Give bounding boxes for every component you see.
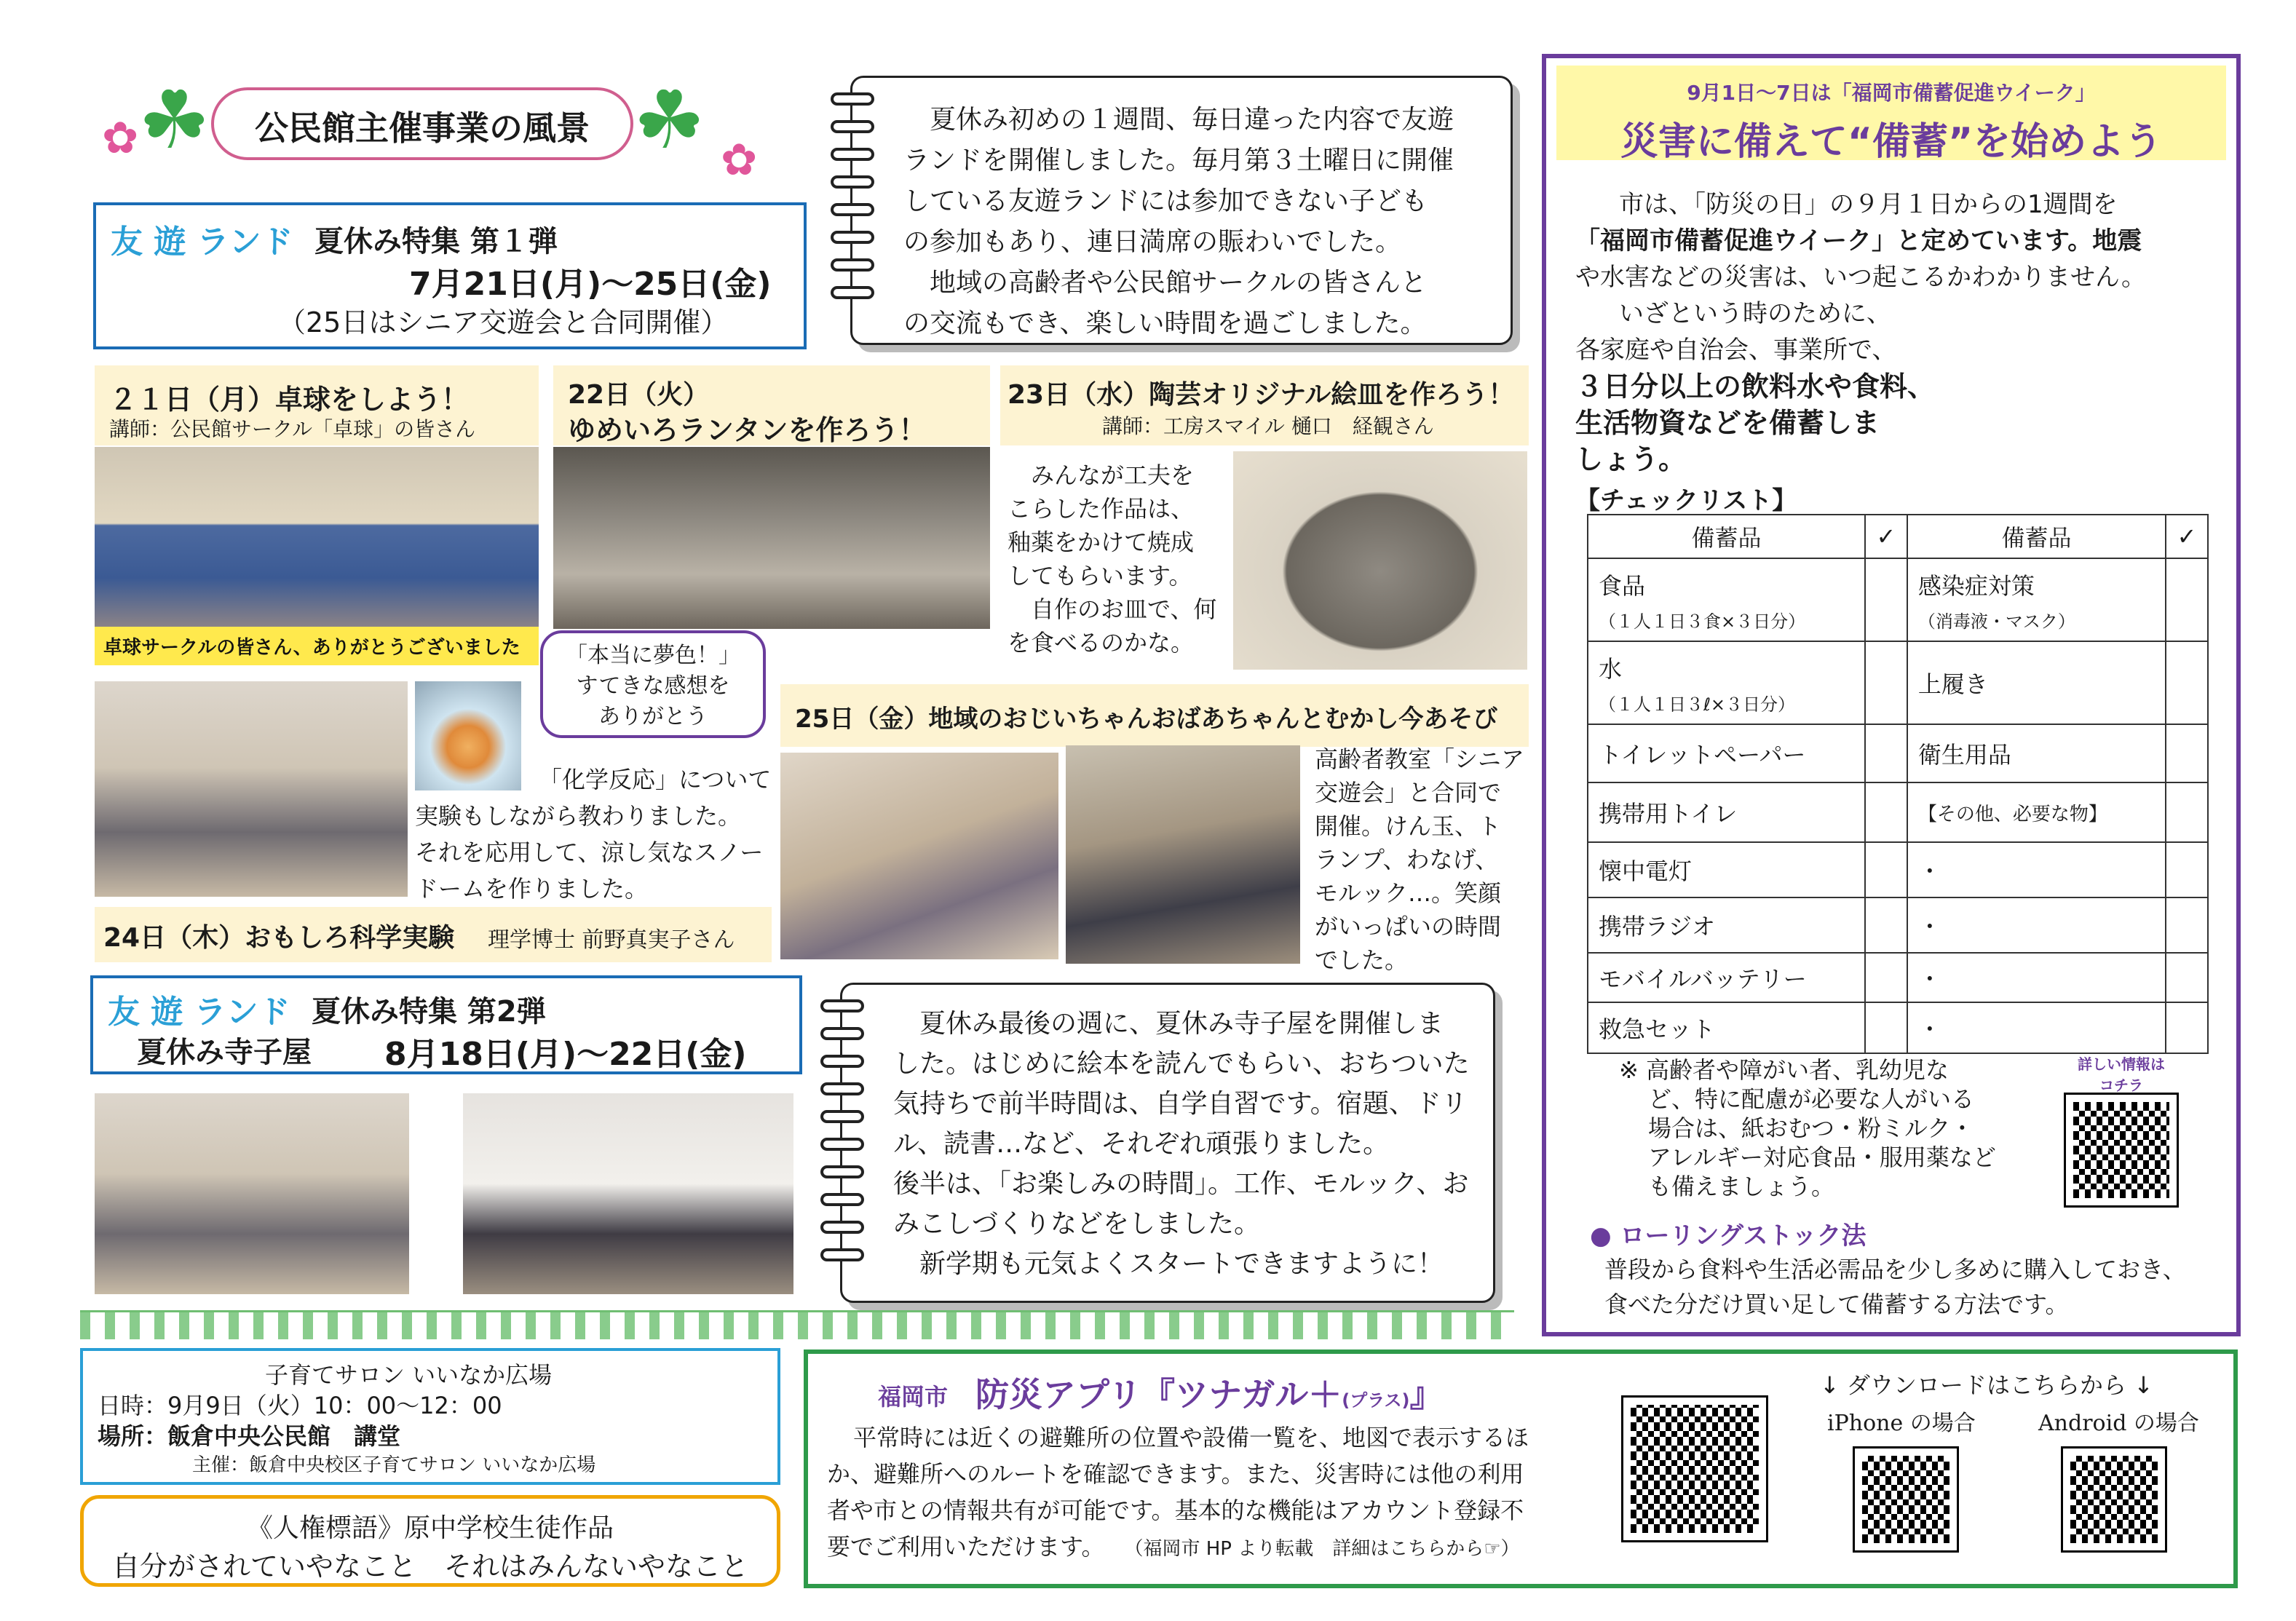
photo-terakoya-1 — [95, 1093, 409, 1294]
event1-note: （25日はシニア交遊会と合同開催） — [278, 306, 729, 338]
day23-title: 23日（水）陶芸オリジナル絵皿を作ろう！ — [1008, 380, 1515, 410]
notebook-2 — [840, 983, 1495, 1303]
col-check-header: ✓ — [2166, 515, 2208, 558]
checklist-row: 食品 （１人１日３食×３日分） 感染症対策 （消毒液・マスク） — [1588, 558, 2208, 641]
qr-code-bousai[interactable] — [2066, 1095, 2177, 1205]
day22-bubble — [540, 630, 766, 738]
photo-cards — [780, 753, 1058, 959]
checkbox[interactable] — [1865, 897, 1907, 953]
checklist-table — [1587, 514, 2209, 1054]
checklist-row: 水 （１人１日３ℓ×３日分） 上履き — [1588, 641, 2208, 724]
bousai-box — [1542, 54, 2241, 1336]
event2-title: 夏休み特集 第2弾 — [312, 995, 546, 1029]
app-title: 防災アプリ『ツナガル＋(プラス)』 — [975, 1375, 1444, 1414]
salon-box — [80, 1348, 780, 1485]
day21-title: ２１日（月）卓球をしよう！ — [109, 384, 470, 416]
spiral-binding — [831, 92, 874, 314]
checklist-label: 【チェックリスト】 — [1575, 486, 1797, 515]
day24-teacher: 理学博士 前野真実子さん — [488, 927, 735, 953]
clover-icon: ☘ — [633, 74, 705, 167]
day21-teacher: 講師：公民館サークル「卓球」の皆さん — [109, 417, 476, 441]
notebook2-text: 夏休み最後の週に、夏休み寺子屋を開催しま した。はじめに絵本を読んでもらい、おちついた 気持ちで前半時間は、自学自習です。宿題、ドリ ル、読書…など、それぞれ頑張りました。 後半は、「お楽しみの時間」。工作、モルック、お みこしづくりなどをしました。 新学期も元気よくスタートできますように！ — [893, 1009, 1470, 1279]
photo-table-tennis — [95, 447, 539, 665]
event2-dates: 8月18日(月)～22日(金) — [384, 1036, 747, 1073]
checkbox[interactable] — [2166, 641, 2208, 724]
clover-divider — [80, 1310, 1514, 1339]
app-iphone: iPhone の場合 — [1827, 1411, 1976, 1436]
bousai-title: 災害に備えて“備蓄”を始めよう — [1620, 120, 2163, 164]
day21-header — [95, 365, 539, 445]
spiral-binding — [820, 999, 864, 1276]
day23-header — [1000, 365, 1529, 445]
salon-date: 日時：9月9日（火）10：00～12：00 — [98, 1392, 502, 1419]
event1-title: 夏休み特集 第１弾 — [314, 225, 558, 258]
day24-title: 24日（木）おもしろ科学実験 — [103, 923, 455, 953]
checkbox[interactable] — [1865, 558, 1907, 641]
day21-banner: 卓球サークルの皆さん、ありがとうございました — [95, 627, 539, 665]
day22-header — [553, 365, 990, 445]
day22-title: ゆめいろランタンを作ろう！ — [568, 414, 927, 446]
checklist-row: 懐中電灯 ・ — [1588, 842, 2208, 897]
checklist-row: モバイルバッテリー ・ — [1588, 953, 2208, 1002]
checkbox[interactable] — [1865, 641, 1907, 724]
motto-box — [80, 1495, 780, 1587]
day25-text: 高齢者教室「シニア 交遊会」と合同で 開催。けん玉、ト ランプ、わなげ、 モルック…。笑顔 がいっぱいの時間 でした。 — [1315, 745, 1525, 974]
day25-title: 25日（金）地域のおじいちゃんおばあちゃんとむかし今あそび — [795, 705, 1498, 734]
col-item-header: 備蓄品 — [1907, 515, 2166, 558]
salon-host: 主催：飯倉中央校区子育てサロン いいなか広場 — [192, 1454, 596, 1476]
photo-science — [95, 681, 408, 897]
app-android: Android の場合 — [2038, 1411, 2199, 1436]
notebook-1 — [850, 76, 1513, 345]
checkbox[interactable] — [2166, 842, 2208, 897]
clover-icon: ☘ — [138, 74, 210, 167]
checkbox[interactable] — [2166, 558, 2208, 641]
checklist-row: 携帯用トイレ 【その他、必要な物】 — [1588, 782, 2208, 842]
checkbox[interactable] — [1865, 724, 1907, 782]
app-download: ↓ ダウンロードはこちらから ↓ — [1820, 1371, 2153, 1399]
checklist-row: トイレットペーパー 衛生用品 — [1588, 724, 2208, 782]
event1-dates: 7月21日(月)～25日(金) — [409, 266, 772, 303]
checkbox[interactable] — [1865, 782, 1907, 842]
salon-title: 子育てサロン いいなか広場 — [265, 1361, 553, 1389]
day25-header — [780, 684, 1529, 747]
bubble-line: ありがとう — [598, 704, 708, 729]
day23-teacher: 講師：工房スマイル 樋口 経観さん — [1102, 414, 1434, 438]
bubble-line: 「本当に夢色！」 — [566, 643, 740, 668]
qr-code-iphone[interactable] — [1855, 1448, 1957, 1550]
flower-icon: ✿ — [102, 113, 139, 164]
day24-text: 「化学反応」について 実験もしながら教わりました。 それを応用して、涼し気なスノー ドームを作りました。 — [415, 766, 772, 903]
day22-date: 22日（火） — [568, 380, 710, 410]
bousai-note: ※ 高齢者や障がい者、乳幼児な ど、特に配慮が必要な人がいる 場合は、紙おむつ・粉ミルク・ アレルギー対応食品・服用薬など も備えましょう。 — [1619, 1056, 1996, 1200]
day23-text: みんなが工夫を こらした作品は、 釉薬をかけて焼成 してもらいます。 自作のお皿で、何 を食べるのかな。 — [1008, 461, 1217, 657]
event1-brand: 友 遊 ランド — [111, 223, 293, 261]
event2-sub: 夏休み寺子屋 — [137, 1036, 312, 1069]
checklist-row: 救急セット ・ — [1588, 1002, 2208, 1053]
checkbox[interactable] — [2166, 953, 2208, 1002]
header-decoration — [95, 73, 764, 186]
app-box — [804, 1349, 2238, 1588]
checkbox[interactable] — [1865, 953, 1907, 1002]
checkbox[interactable] — [2166, 782, 2208, 842]
event2-box — [90, 975, 802, 1074]
bousai-intro: 市は、「防災の日」の９月１日からの1週間を 「福岡市備蓄促進ウイーク」と定めています。地震 や水害などの災害は、いつ起こるかわかりません。 いざという時のために、 各家庭や自治会、事業所で、 ３日分以上の飲料水や食料、 生活物資などを備蓄しま しょう。 — [1575, 190, 2147, 475]
checkbox[interactable] — [1865, 1002, 1907, 1053]
checkbox[interactable] — [1865, 842, 1907, 897]
notebook1-text: 夏休み初めの１週間、毎日違った内容で友遊 ランドを開催しました。毎月第３土曜日に開催 している友遊ランドには参加できない子ども の参加もあり、連日満席の賑わいでした。 地域の高齢者や公民館サークルの皆さんと の交流もでき、楽しい時間を過ごしました。 — [903, 105, 1454, 338]
salon-place: 場所：飯倉中央公民館 講堂 — [98, 1422, 401, 1450]
flower-icon: ✿ — [721, 135, 758, 186]
event1-box — [93, 202, 807, 349]
qr-code-android[interactable] — [2063, 1448, 2165, 1550]
checklist-row: 携帯ラジオ ・ — [1588, 897, 2208, 953]
qr-label: 詳しい情報は コチラ — [2078, 1055, 2165, 1094]
photo-plate — [1233, 451, 1527, 670]
checkbox[interactable] — [2166, 1002, 2208, 1053]
bubble-line: すてきな感想を — [576, 673, 730, 699]
col-item-header: 備蓄品 — [1588, 515, 1865, 558]
checkbox[interactable] — [2166, 897, 2208, 953]
event2-brand: 友 遊 ランド — [108, 994, 290, 1031]
app-text: 平常時には近くの避難所の位置や設備一覧を、地図で表示するほ か、避難所へのルートを確認できます。また、災害時には他の利用 者や市との情報共有が可能です。基本的な機能はアカウント登録不 要でご利用いただけます。 （福岡市 HP より転載 詳細はこちらから☞） — [827, 1424, 1529, 1561]
bousai-week: 9月1日～7日は「福岡市備蓄促進ウイーク」 — [1687, 81, 2096, 105]
qr-code-app[interactable] — [1623, 1398, 1766, 1540]
rolling-title: ● ローリングストック法 — [1590, 1221, 1867, 1251]
motto-text: 自分がされていやなこと それはみんないやなこと — [111, 1550, 748, 1582]
checkbox[interactable] — [2166, 724, 2208, 782]
app-org: 福岡市 — [878, 1383, 949, 1411]
photo-lanterns — [553, 447, 990, 629]
day24-header — [95, 907, 772, 962]
photo-molkky — [1066, 745, 1300, 964]
photo-terakoya-2 — [463, 1093, 793, 1294]
col-check-header: ✓ — [1865, 515, 1907, 558]
page-title: 公民館主催事業の風景 — [255, 108, 590, 148]
motto-title: 《人権標語》原中学校生徒作品 — [246, 1513, 614, 1543]
rolling-text: 普段から食料や生活必需品を少し多めに購入しておき、 食べた分だけ買い足して備蓄する方法です。 — [1604, 1256, 2186, 1318]
